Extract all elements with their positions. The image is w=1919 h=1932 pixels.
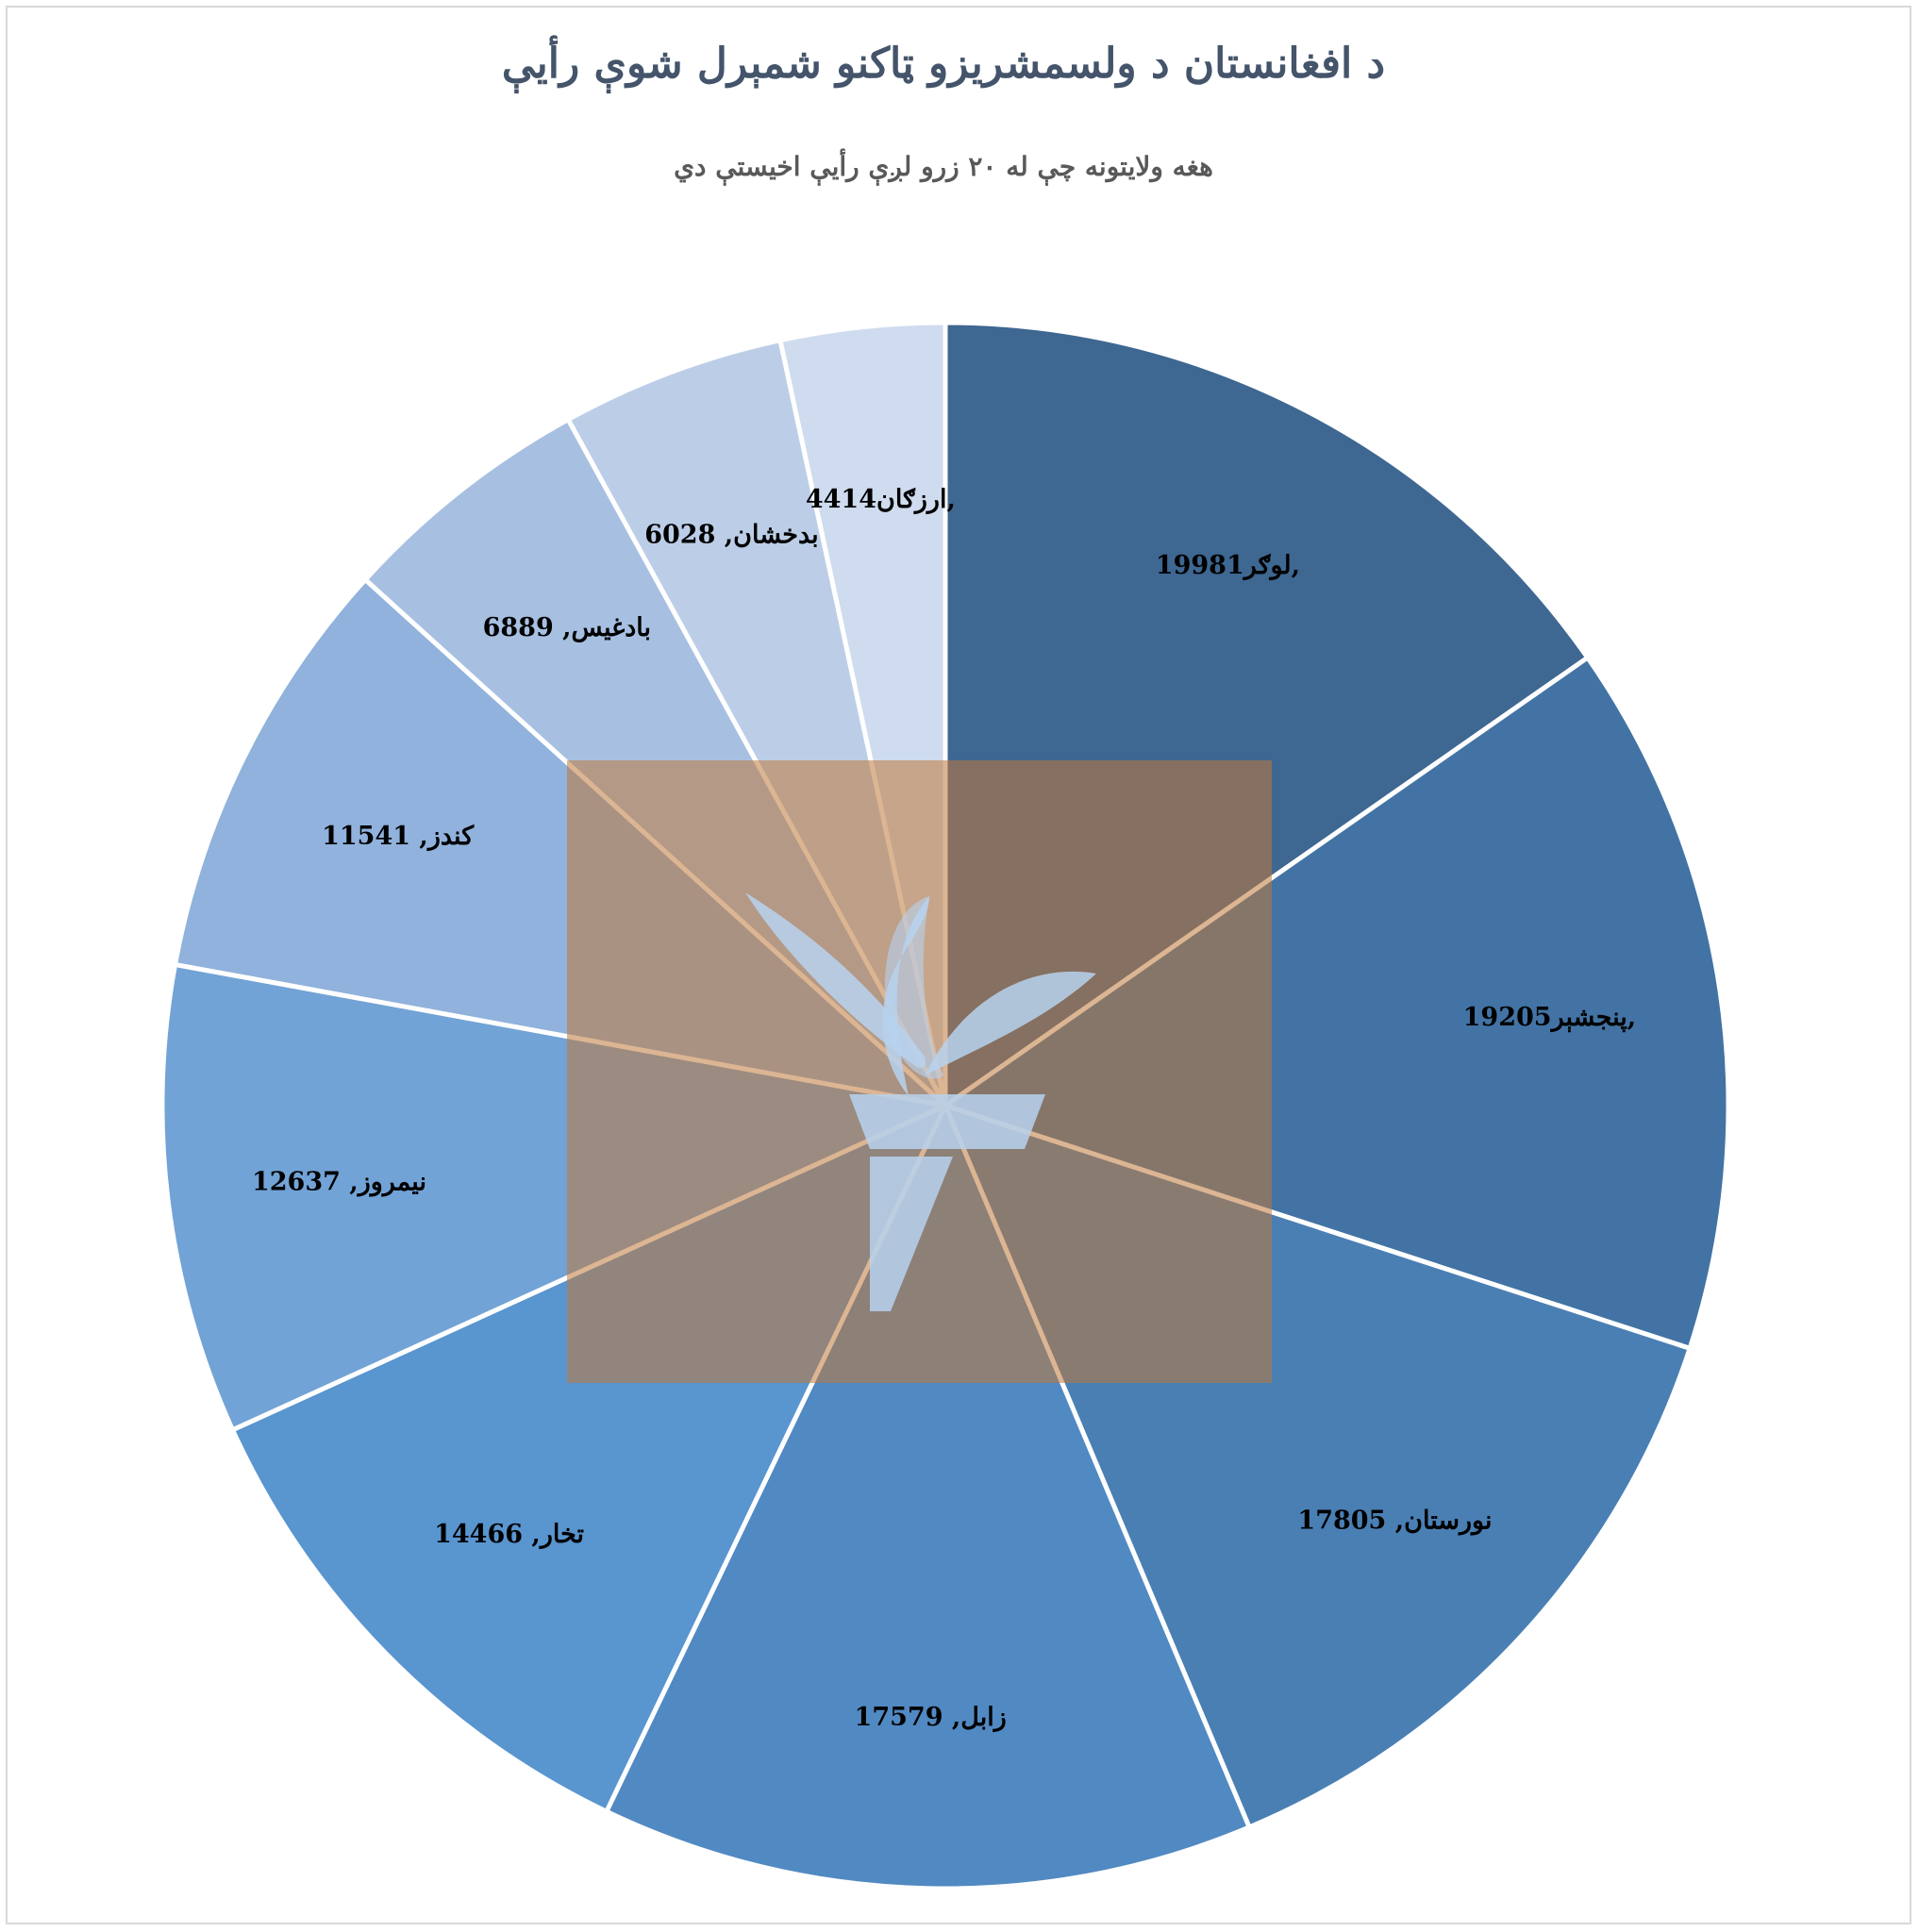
slice-label-8: بادغیس, 6889 — [482, 612, 652, 642]
slice-label-2: 19205پنجشېر, — [1462, 1003, 1637, 1033]
chart-subtitle: هغه ولایتونه چې له ۲۰ زرو لږې رأیې اخیستې دي — [674, 151, 1213, 182]
slice-label-1: 19981لوګر, — [1155, 551, 1301, 581]
slice-label-6: نیمروز, 12637 — [251, 1167, 426, 1197]
slice-label-10: 4414ارزګان, — [805, 485, 956, 515]
slice-label-5: تخار, 14466 — [434, 1520, 585, 1550]
slice-label-9: بدخشان, 6028 — [644, 520, 819, 550]
chart-title: د افغانستان د ولسمشریزو ټاکنو شمېرل شوې رأیې — [501, 40, 1386, 88]
watermark — [567, 760, 1272, 1383]
slice-label-7: کندز, 11541 — [322, 822, 475, 852]
slice-label-3: نورستان, 17805 — [1297, 1506, 1493, 1536]
slice-label-4: زابل, 17579 — [854, 1703, 1007, 1733]
